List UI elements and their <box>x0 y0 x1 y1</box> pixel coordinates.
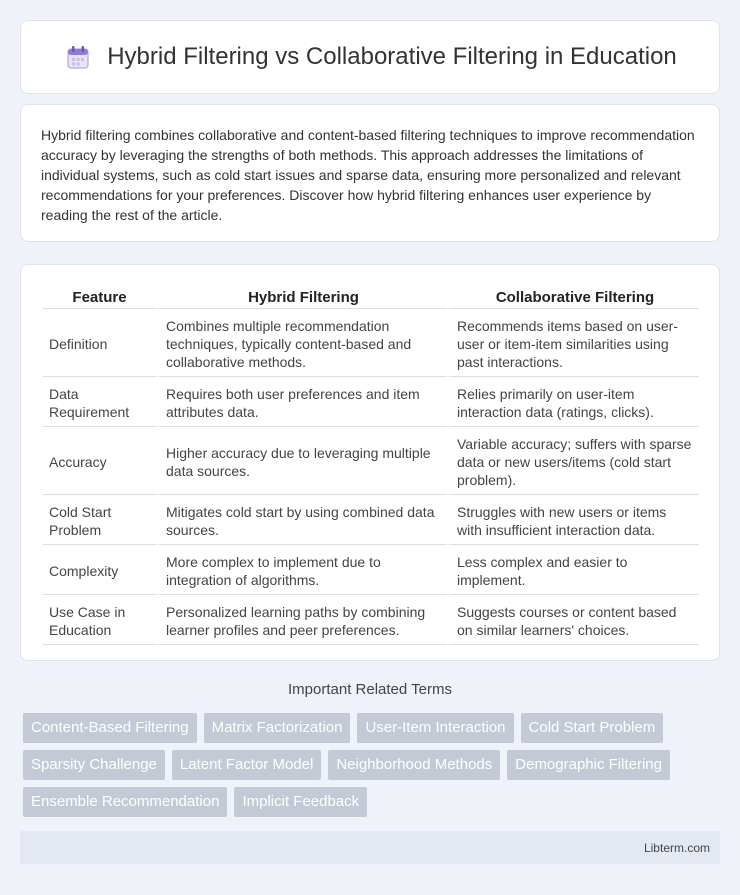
related-term-tag[interactable]: Sparsity Challenge <box>23 750 165 780</box>
related-term-tag[interactable]: Matrix Factorization <box>204 713 351 743</box>
header-feature: Feature <box>43 287 156 309</box>
intro-card <box>20 104 720 242</box>
header-card <box>20 20 720 94</box>
related-terms-title: Important Related Terms <box>288 681 452 698</box>
row-hybrid: Higher accuracy due to leveraging multiple data sources. <box>156 427 447 495</box>
table-row <box>43 595 699 645</box>
row-hybrid: Personalized learning paths by combining learner profiles and peer preferences. <box>156 595 447 645</box>
calendar-icon <box>63 42 93 72</box>
row-feature: Complexity <box>43 545 156 595</box>
related-term-tag[interactable]: User-Item Interaction <box>357 713 513 743</box>
related-term-tag[interactable]: Ensemble Recommendation <box>23 787 227 817</box>
footer <box>20 831 720 864</box>
footer-site-link[interactable]: Libterm.com <box>643 840 710 855</box>
row-collaborative: Recommends items based on user-user or item-item similarities using past interactions. <box>447 309 699 377</box>
table-row <box>43 309 699 377</box>
comparison-table <box>43 287 699 645</box>
header-collaborative: Collaborative Filtering <box>447 287 699 309</box>
related-term-tag[interactable]: Implicit Feedback <box>234 787 367 817</box>
row-feature: Accuracy <box>43 427 156 495</box>
table-row <box>43 545 699 595</box>
related-term-tag[interactable]: Content-Based Filtering <box>23 713 197 743</box>
row-feature: Cold Start Problem <box>43 495 156 545</box>
title-wrap <box>63 42 677 72</box>
related-term-tag[interactable]: Latent Factor Model <box>172 750 321 780</box>
header-hybrid: Hybrid Filtering <box>156 287 447 309</box>
row-hybrid: Combines multiple recommendation techniques, typically content-based and collaborative methods. <box>156 309 447 377</box>
page-title: Hybrid Filtering vs Collaborative Filtering in Education <box>107 43 677 70</box>
comparison-table-card <box>20 264 720 661</box>
row-hybrid: Mitigates cold start by using combined data sources. <box>156 495 447 545</box>
row-hybrid: Requires both user preferences and item attributes data. <box>156 377 447 427</box>
table-row <box>43 427 699 495</box>
related-terms-list <box>23 713 723 817</box>
table-row <box>43 495 699 545</box>
related-term-tag[interactable]: Neighborhood Methods <box>328 750 500 780</box>
row-collaborative: Relies primarily on user-item interaction data (ratings, clicks). <box>447 377 699 427</box>
related-term-tag[interactable]: Cold Start Problem <box>521 713 664 743</box>
row-collaborative: Suggests courses or content based on similar learners' choices. <box>447 595 699 645</box>
row-collaborative: Variable accuracy; suffers with sparse data or new users/items (cold start problem). <box>447 427 699 495</box>
table-header-row <box>43 287 699 309</box>
row-collaborative: Struggles with new users or items with insufficient interaction data. <box>447 495 699 545</box>
row-hybrid: More complex to implement due to integration of algorithms. <box>156 545 447 595</box>
row-collaborative: Less complex and easier to implement. <box>447 545 699 595</box>
row-feature: Definition <box>43 309 156 377</box>
intro-paragraph: Hybrid filtering combines collaborative and content-based filtering techniques to improve recommendation accuracy by leveraging the strengths of both methods. This approach addresses the limitations of individual systems, such as cold start issues and sparse data, ensuring more personalized and relevant recommendations for your preferences. Discover how hybrid filtering enhances user experience by reading the rest of the article. <box>41 127 695 223</box>
row-feature: Use Case in Education <box>43 595 156 645</box>
table-row <box>43 377 699 427</box>
row-feature: Data Requirement <box>43 377 156 427</box>
related-term-tag[interactable]: Demographic Filtering <box>507 750 670 780</box>
